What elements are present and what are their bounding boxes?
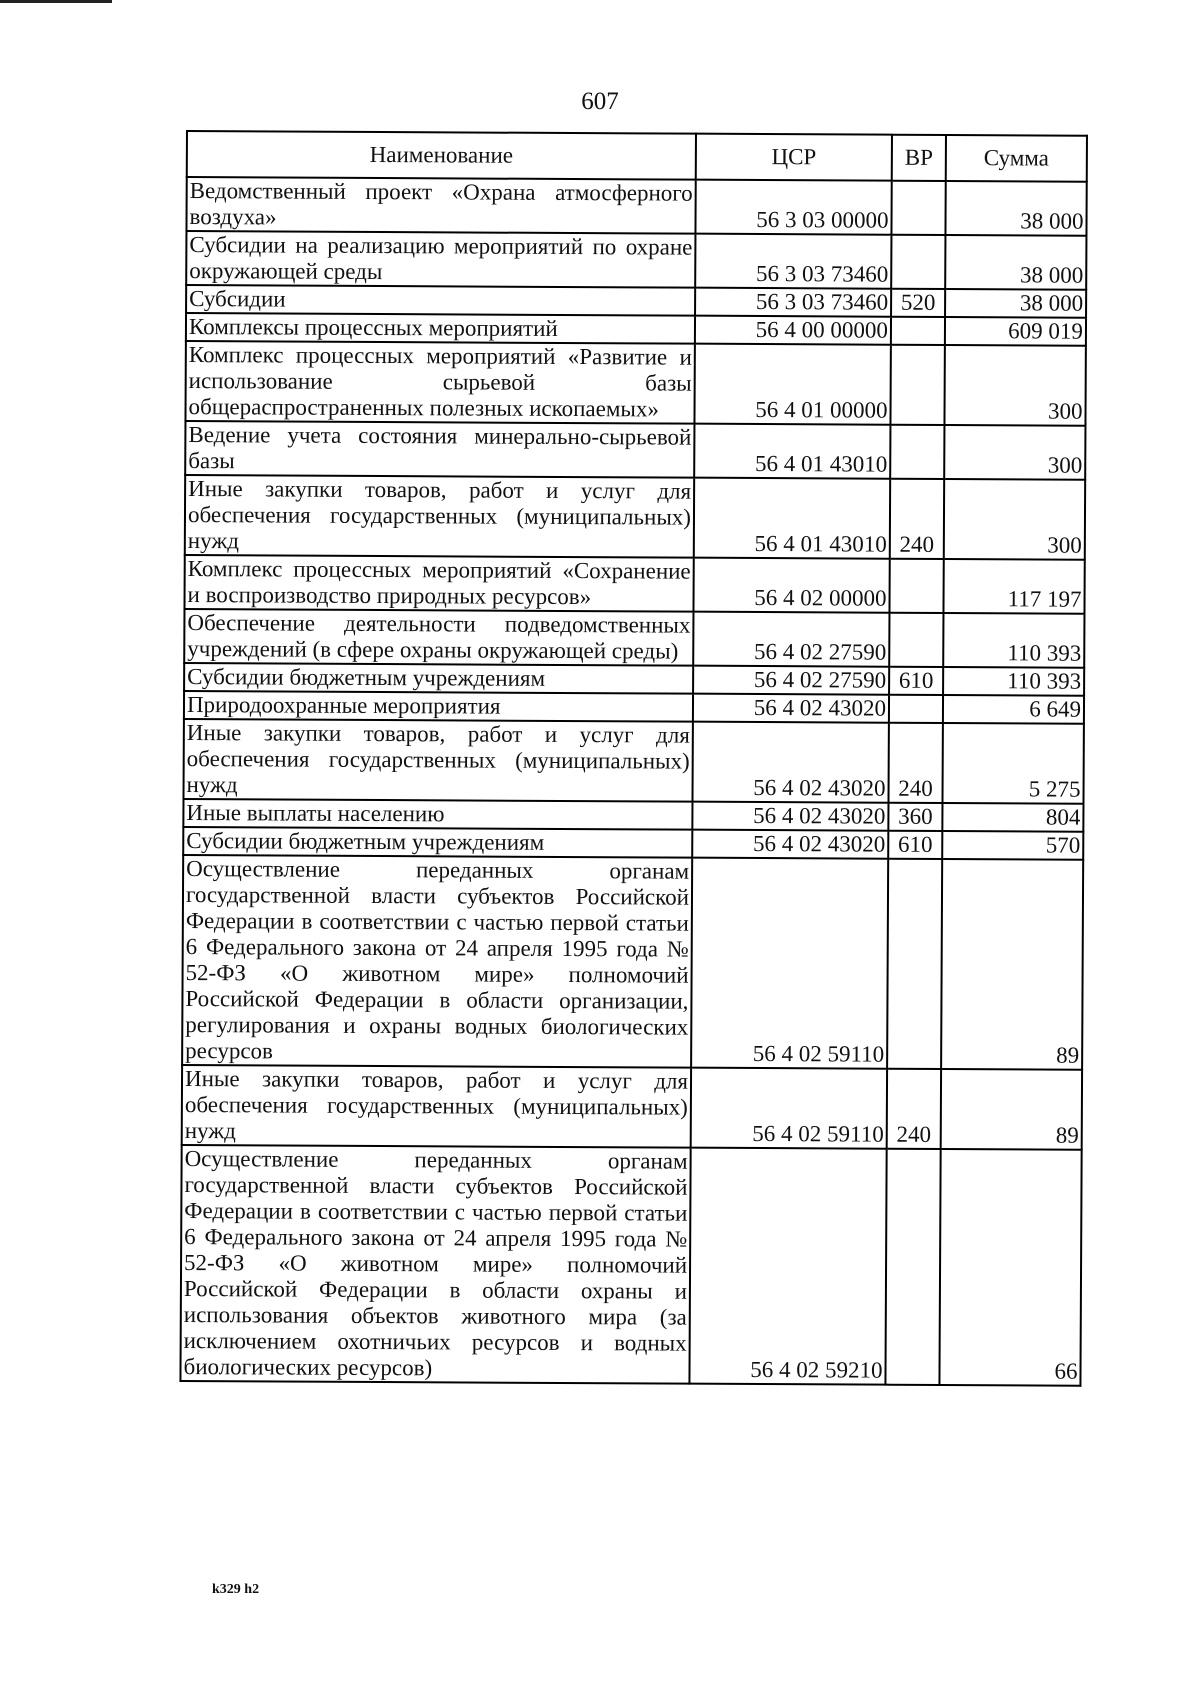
budget-table [179, 130, 1088, 1387]
header-vr: ВР [892, 135, 946, 181]
row-vr-cell: 610 [889, 667, 943, 695]
row-vr-cell [889, 695, 943, 723]
row-sum-cell: 117 197 [943, 559, 1084, 614]
row-sum-cell: 804 [942, 803, 1083, 832]
row-name-cell: Комплекс процессных мероприятий «Сохранение и воспроизводство природных ресурсов» [184, 555, 693, 612]
row-csr-cell: 56 3 03 73460 [695, 288, 891, 317]
table-body [180, 177, 1086, 1386]
header-name: Наименование [187, 131, 696, 180]
row-csr-cell: 56 4 02 43020 [692, 830, 888, 859]
header-row [187, 131, 1087, 182]
row-csr-cell: 56 4 01 43010 [694, 424, 890, 479]
row-sum-cell: 300 [944, 345, 1085, 426]
row-csr-cell: 56 4 02 27590 [693, 612, 889, 667]
table-row [186, 177, 1086, 236]
row-name-cell: Иные закупки товаров, работ и услуг для обеспечения государственных (муниципальных) нужд [183, 719, 692, 802]
row-csr-cell: 56 3 03 00000 [695, 180, 891, 235]
row-vr-cell [890, 345, 944, 425]
row-csr-cell: 56 4 01 43010 [694, 478, 890, 559]
row-name-cell: Ведомственный проект «Охрана атмосферного воздуха» [186, 177, 695, 234]
table-row [184, 555, 1084, 614]
row-name-cell: Комплекс процессных мероприятий «Развитие и использование сырьевой базы общераспространенных полезных ископаемых» [185, 341, 694, 424]
row-csr-cell: 56 4 02 59110 [691, 1068, 887, 1149]
header-sum: Сумма [946, 135, 1087, 182]
row-csr-cell: 56 4 02 43020 [692, 722, 888, 803]
row-csr-cell: 56 4 02 43020 [692, 802, 888, 831]
table-row [185, 475, 1085, 560]
row-csr-cell: 56 4 02 59210 [689, 1148, 886, 1385]
row-sum-cell: 38 000 [945, 181, 1086, 236]
row-csr-cell: 56 4 02 27590 [693, 666, 889, 695]
table-row [184, 609, 1084, 668]
row-name-cell: Иные закупки товаров, работ и услуг для обеспечения государственных (муниципальных) нужд [182, 1065, 691, 1148]
table-row [182, 855, 1083, 1070]
row-csr-cell: 56 3 03 73460 [695, 234, 891, 289]
table-row [183, 719, 1083, 804]
row-vr-cell: 240 [888, 723, 942, 803]
table-row [185, 421, 1085, 480]
row-vr-cell: 240 [890, 479, 944, 559]
row-sum-cell: 89 [941, 859, 1083, 1070]
row-name-cell: Иные выплаты населению [183, 799, 692, 830]
row-sum-cell: 300 [944, 425, 1085, 480]
table-header [187, 131, 1087, 182]
row-vr-cell [889, 613, 943, 667]
row-vr-cell [885, 1149, 940, 1385]
scan-edge-mark [0, 0, 112, 3]
row-sum-cell: 300 [944, 479, 1085, 560]
row-name-cell: Комплексы процессных мероприятий [186, 313, 695, 344]
row-vr-cell: 610 [888, 831, 942, 859]
row-vr-cell [889, 559, 943, 613]
row-name-cell: Субсидии на реализацию мероприятий по охране окружающей среды [186, 231, 695, 288]
row-sum-cell: 110 393 [943, 613, 1084, 668]
row-vr-cell [891, 317, 945, 345]
row-vr-cell: 360 [888, 803, 942, 831]
row-sum-cell: 66 [939, 1149, 1081, 1386]
page-number: 607 [581, 88, 619, 115]
header-csr: ЦСР [696, 134, 892, 181]
row-name-cell: Иные закупки товаров, работ и услуг для обеспечения государственных (муниципальных) нужд [185, 475, 694, 558]
row-vr-cell: 240 [887, 1069, 941, 1149]
row-sum-cell: 609 019 [945, 317, 1086, 346]
table-row [182, 1065, 1082, 1150]
row-name-cell: Обеспечение деятельности подведомственных учреждений (в сфере охраны окружающей среды) [184, 609, 693, 666]
row-vr-cell [891, 235, 945, 289]
footer-code: k329 h2 [212, 1582, 260, 1597]
row-sum-cell: 89 [941, 1069, 1082, 1150]
row-sum-cell: 38 000 [945, 289, 1086, 318]
row-csr-cell: 56 4 01 00000 [694, 344, 890, 425]
row-sum-cell: 38 000 [945, 235, 1086, 290]
row-name-cell: Субсидии бюджетным учреждениям [183, 827, 692, 858]
row-csr-cell: 56 4 00 00000 [695, 316, 891, 345]
row-csr-cell: 56 4 02 00000 [693, 558, 889, 613]
row-name-cell: Ведение учета состояния минерально-сырьевой базы [185, 421, 694, 478]
row-vr-cell: 520 [891, 289, 945, 317]
table-row [180, 1145, 1081, 1386]
row-sum-cell: 570 [942, 831, 1083, 860]
row-sum-cell: 6 649 [943, 695, 1084, 724]
row-csr-cell: 56 4 02 43020 [693, 694, 889, 723]
row-csr-cell: 56 4 02 59110 [691, 858, 888, 1069]
row-sum-cell: 110 393 [943, 667, 1084, 696]
row-name-cell: Осуществление переданных органам государственной власти субъектов Российской Федерации в соответствии с частью первой статьи 6 Федерального закона от 24 апреля 1995 года № 52-ФЗ «О животном мире» полномочий Российской Федерации в области организации, регулирования и охраны водных биологических ресурсов [182, 855, 692, 1068]
table-row [186, 231, 1086, 290]
row-vr-cell [891, 181, 945, 235]
row-vr-cell [887, 859, 942, 1069]
row-sum-cell: 5 275 [942, 723, 1083, 804]
row-name-cell: Субсидии бюджетным учреждениям [184, 663, 693, 694]
row-name-cell: Осуществление переданных органам государственной власти субъектов Российской Федерации в соответствии с частью первой статьи 6 Федерального закона от 24 апреля 1995 года № 52-ФЗ «О животном мире» полномочий Российской Федерации в области охраны и использования объектов животного мира (за исключением охотничьих ресурсов и водных биологических ресурсов) [180, 1145, 690, 1384]
table-row [185, 341, 1085, 426]
row-vr-cell [890, 425, 944, 479]
row-name-cell: Природоохранные мероприятия [184, 691, 693, 722]
row-name-cell: Субсидии [186, 285, 695, 316]
